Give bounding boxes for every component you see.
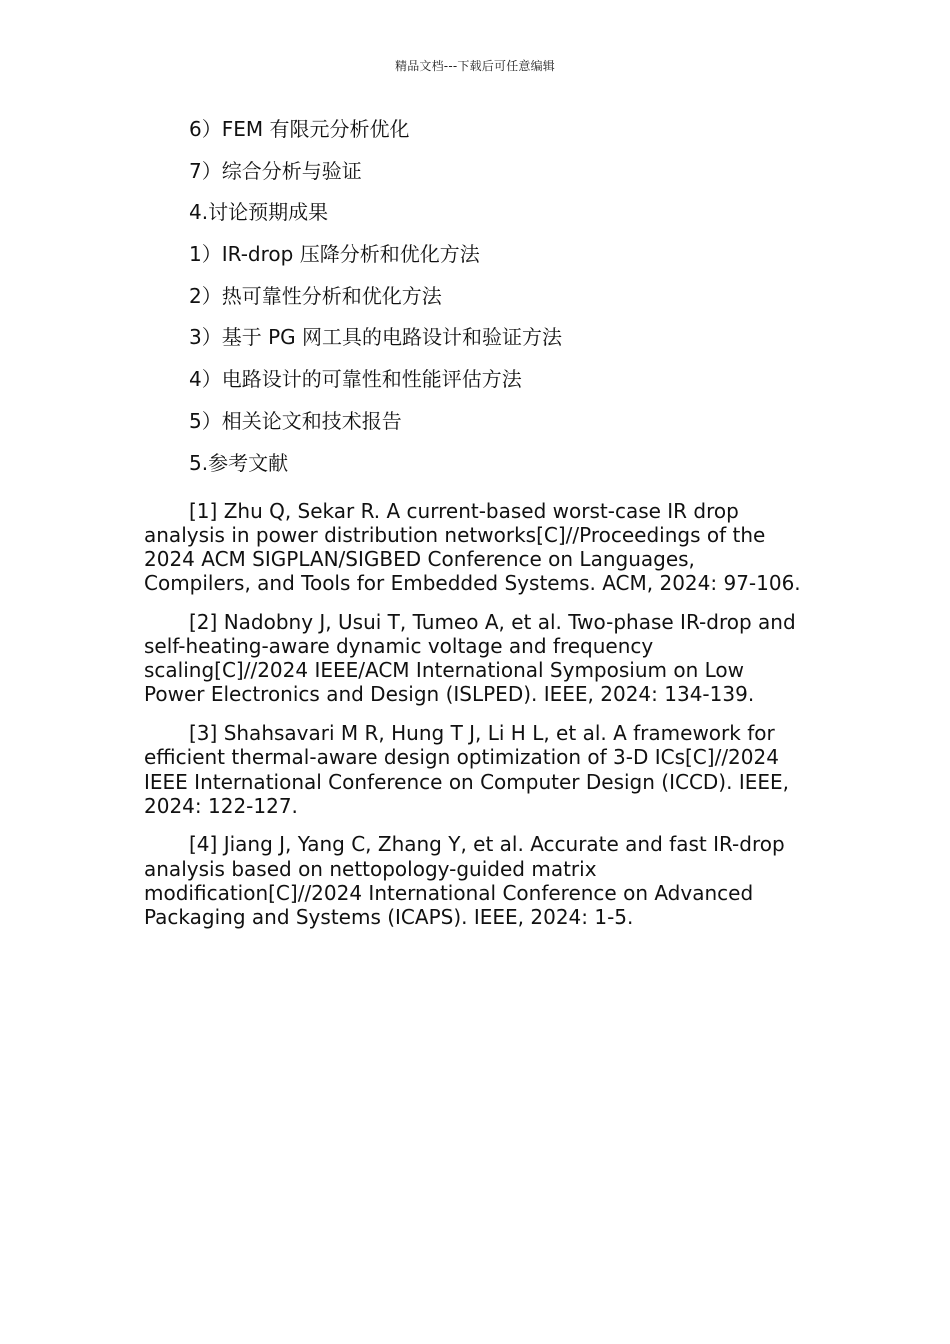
document-body — [144, 115, 808, 944]
outline-item-fem: 6）FEM 有限元分析优化 — [189, 117, 410, 141]
reference-item: [4] Jiang J, Yang C, Zhang Y, et al. Accurate and fast IR-drop analysis based on nettopology-guided matrix modification[C]//2024 International Conference on Advanced Packaging and Systems (ICAPS). IEEE, 2024: 1-5. — [144, 832, 785, 930]
outline-item-ir-drop: 1）IR-drop 压降分析和优化方法 — [189, 242, 480, 267]
outline-list — [144, 115, 808, 477]
outline-item-thermal: 2）热可靠性分析和优化方法 — [189, 283, 442, 308]
reference-item: [2] Nadobny J, Usui T, Tumeo A, et al. Two-phase IR-drop and self-heating-aware dynamic voltage and frequency scaling[C]//2024 IEEE/ACM International Symposium on Low Power Electronics and Design (ISLPED). IEEE, 2024: 134-139. — [144, 609, 796, 707]
reference-item: [3] Shahsavari M R, Hung T J, Li H L, et al. A framework for efficient thermal-aware design optimization of 3-D ICs[C]//2024 IEEE International Conference on Computer Design (ICCD). IEEE, 2024: 122-127. — [144, 721, 789, 818]
outline-item-papers: 5）相关论文和技术报告 — [189, 408, 402, 433]
page-header: 精品文档---下载后可任意编辑 — [395, 59, 555, 73]
reference-list — [144, 499, 808, 930]
outline-item-pg-network: 3）基于 PG 网工具的电路设计和验证方法 — [189, 325, 562, 350]
reference-item: [1] Zhu Q, Sekar R. A current-based worst-case IR drop analysis in power distribution networks[C]//Proceedings of the 2024 ACM SIGPLAN/SIGBED Conference on Languages, Compilers, and Tools for Embedded Systems. ACM, 2024: 97-106. — [144, 498, 801, 596]
section-heading-expected-results: 4.讨论预期成果 — [189, 200, 329, 225]
outline-item-reliability: 4）电路设计的可靠性和性能评估方法 — [189, 367, 522, 392]
section-heading-references: 5.参考文献 — [189, 450, 289, 475]
outline-item-verification: 7）综合分析与验证 — [189, 158, 362, 183]
